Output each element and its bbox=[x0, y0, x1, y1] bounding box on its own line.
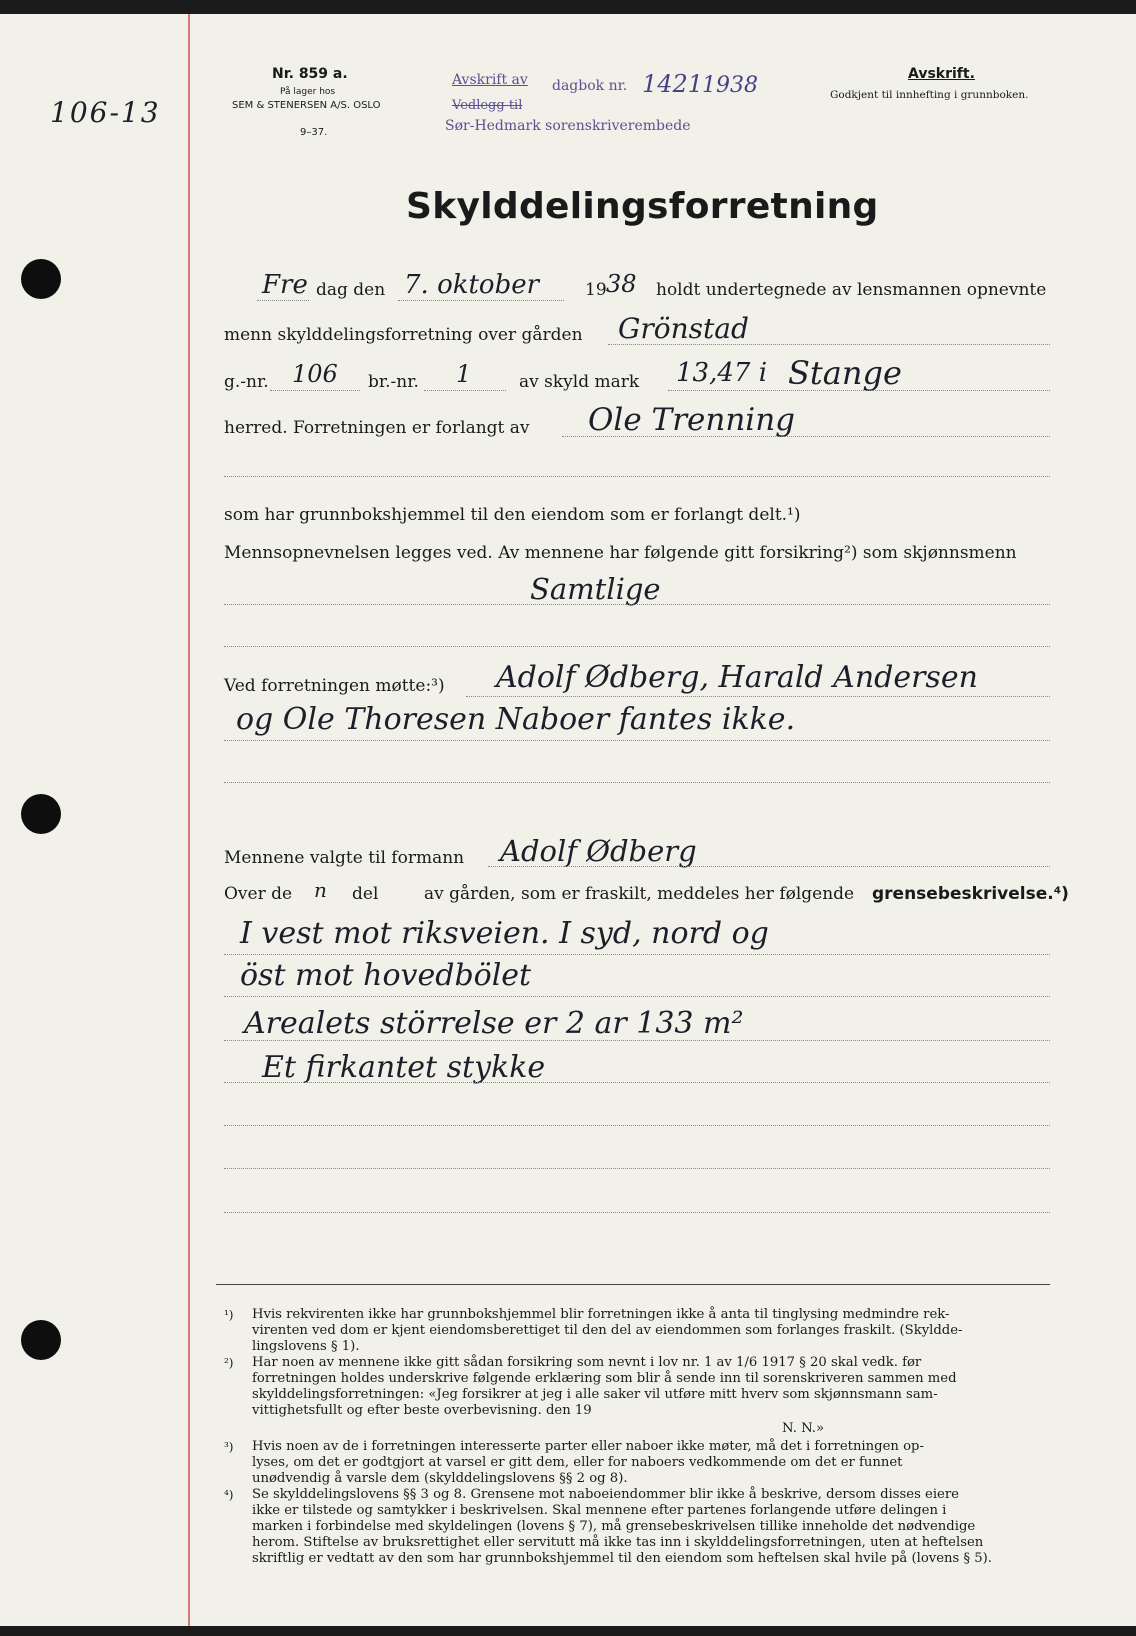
blank-line bbox=[224, 1168, 1050, 1169]
boundary-line-4: Et firkantet stykke bbox=[262, 1050, 546, 1085]
blank-line bbox=[562, 436, 1050, 437]
blank-line bbox=[224, 1212, 1050, 1213]
year-suffix: 38 bbox=[606, 270, 637, 298]
stamp-dagbok: dagbok nr. bbox=[552, 78, 628, 94]
footnote-3-line: unødvendig å varsle dem (skylddelingslovens §§ 2 og 8). bbox=[252, 1471, 628, 1486]
over-text: Over de bbox=[224, 884, 293, 904]
blank-line bbox=[224, 996, 1050, 997]
stamp-vedlegg: Vedlegg til bbox=[452, 98, 523, 113]
bnr-label: br.-nr. bbox=[368, 372, 419, 392]
footnote-2-line: forretningen holdes underskrive følgende erklæring som blir å sende inn til sorenskriveren sammen med bbox=[252, 1371, 957, 1386]
skyld-label: av skyld mark bbox=[519, 372, 640, 392]
hjemmel-text: som har grunnbokshjemmel til den eiendom som er forlangt delt.¹) bbox=[224, 505, 801, 525]
blank-line bbox=[224, 1040, 1050, 1041]
boundary-line-2: öst mot hovedbölet bbox=[240, 958, 532, 993]
blank-line bbox=[224, 646, 1050, 647]
men-text: menn skylddelingsforretning over gården bbox=[224, 325, 583, 345]
over-del: del bbox=[352, 884, 379, 904]
blank-line bbox=[608, 344, 1050, 345]
corner-subtitle: Godkjent til innhefting i grunnboken. bbox=[830, 89, 1029, 101]
gnr-label: g.-nr. bbox=[224, 372, 269, 392]
margin-note: 106-13 bbox=[50, 96, 161, 129]
chair-label: Mennene valgte til formann bbox=[224, 848, 465, 868]
footnote-4-line: skriftlig er vedtatt av den som har grunnbokshjemmel til den eiendom som heftelsen skal hvile på (lovens § 5). bbox=[252, 1551, 992, 1566]
skyld-value: 13,47 i bbox=[676, 358, 768, 388]
footnote-4-line: Se skylddelingslovens §§ 3 og 8. Grensene mot naboeiendommer blir ikke å beskrive, dersom disses eiere bbox=[252, 1487, 959, 1502]
day-name: Fre bbox=[262, 270, 308, 300]
footnote-3-number: ³) bbox=[224, 1440, 234, 1454]
footnote-4-line: herom. Stiftelse av bruksrettighet eller servitutt må ikke tas inn i skylddelingsforretningen, uten at heftelsen bbox=[252, 1535, 984, 1550]
blank-line bbox=[488, 866, 1050, 867]
red-margin-line bbox=[188, 14, 190, 1626]
blank-line bbox=[466, 696, 1050, 697]
stamp-year: 1938 bbox=[702, 73, 758, 98]
stamp-office: Sør-Hedmark sorenskriverembede bbox=[445, 118, 691, 134]
footnote-2-signature: N. N.» bbox=[782, 1421, 825, 1436]
footnote-3-line: lyses, om det er godtgjort at varsel er gitt dem, eller for naboers vedkommende om det er funnet bbox=[252, 1455, 903, 1470]
present-line1: Adolf Ødberg, Harald Andersen bbox=[496, 660, 978, 695]
footnote-1-line: virenten ved dom er kjent eiendomsberettiget til den del av eiendommen som forlanges fraskilt. (Skyldde- bbox=[252, 1323, 963, 1338]
footnote-2-line: Har noen av mennene ikke gitt sådan forsikring som nevnt i lov nr. 1 av 1/6 1917 § 20 skal vedk. før bbox=[252, 1355, 922, 1370]
footnote-2-number: ²) bbox=[224, 1356, 234, 1370]
blank-line bbox=[224, 1125, 1050, 1126]
blank-line bbox=[224, 604, 1050, 605]
over-handwritten: n bbox=[314, 878, 327, 902]
corner-title: Avskrift. bbox=[908, 66, 975, 82]
herred-text: herred. Forretningen er forlangt av bbox=[224, 418, 530, 438]
scan-border-top bbox=[0, 0, 1136, 14]
footnote-1-line: lingslovens § 1). bbox=[252, 1339, 360, 1354]
chair-name: Adolf Ødberg bbox=[500, 834, 697, 868]
year-prefix: 19 bbox=[585, 280, 607, 300]
blank-line bbox=[224, 740, 1050, 741]
footnote-4-line: marken i forbindelse med skyldelingen (lovens § 7), må grensebeskrivelsen tillike inneholde det nødvendige bbox=[252, 1519, 976, 1534]
footnote-separator bbox=[216, 1284, 1050, 1285]
blank-line bbox=[224, 1082, 1050, 1083]
gnr-value: 106 bbox=[292, 360, 338, 388]
farm-name: Grönstad bbox=[618, 312, 749, 345]
bnr-value: 1 bbox=[456, 360, 472, 388]
blank-line bbox=[224, 782, 1050, 783]
blank-line bbox=[424, 390, 506, 391]
punch-hole bbox=[21, 1320, 61, 1360]
present-line2: og Ole Thoresen Naboer fantes ikke. bbox=[236, 702, 796, 737]
blank-line bbox=[224, 954, 1050, 955]
requester-name: Ole Trenning bbox=[588, 402, 796, 438]
insured-men: Samtlige bbox=[530, 572, 661, 606]
boundary-line-1: I vest mot riksveien. I syd, nord og bbox=[240, 916, 769, 951]
footnote-1-number: ¹) bbox=[224, 1308, 234, 1322]
footnote-4-line: ikke er tilstede og samtykker i beskrivelsen. Skal mennene efter partenes forlangende utføre delingen i bbox=[252, 1503, 947, 1518]
punch-hole bbox=[21, 259, 61, 299]
over-text-2: av gården, som er fraskilt, meddeles her følgende bbox=[424, 884, 855, 904]
scan-border-bottom bbox=[0, 1626, 1136, 1636]
label-dag-den: dag den bbox=[316, 280, 386, 300]
footnote-1-line: Hvis rekvirenten ikke har grunnbokshjemmel blir forretningen ikke å anta til tinglysing medmindre rek- bbox=[252, 1307, 950, 1322]
blank-line bbox=[257, 300, 309, 301]
held-text: holdt undertegnede av lensmannen opnevnte bbox=[656, 280, 1047, 300]
blank-line bbox=[398, 300, 564, 301]
over-bold: grensebeskrivelse.⁴) bbox=[872, 884, 1069, 904]
page-title: Skylddelingsforretning bbox=[406, 186, 879, 227]
form-edition: 9–37. bbox=[300, 127, 328, 138]
footnote-2-line: skylddelingsforretningen: «Jeg forsikrer at jeg i alle saker vil utføre mitt hverv som skjønnsmann sam- bbox=[252, 1387, 938, 1402]
footnote-4-number: ⁴) bbox=[224, 1488, 234, 1502]
blank-line bbox=[668, 390, 1050, 391]
form-number: Nr. 859 a. bbox=[272, 66, 348, 82]
present-label: Ved forretningen møtte:³) bbox=[224, 676, 445, 696]
publisher-line2: SEM & STENERSEN A/S. OSLO bbox=[232, 100, 381, 111]
stamp-journal-number: 1421 bbox=[642, 70, 704, 98]
mennsop-text: Mennsopnevnelsen legges ved. Av mennene har følgende gitt forsikring²) som skjønnsmenn bbox=[224, 543, 1017, 563]
municipality: Stange bbox=[788, 354, 902, 392]
footnote-2-line: vittighetsfullt og efter beste overbevisning. den 19 bbox=[252, 1403, 592, 1418]
boundary-line-3: Arealets störrelse er 2 ar 133 m² bbox=[244, 1006, 744, 1041]
blank-line bbox=[270, 390, 360, 391]
footnote-3-line: Hvis noen av de i forretningen interesserte parter eller naboer ikke møter, må det i forretningen op- bbox=[252, 1439, 924, 1454]
punch-hole bbox=[21, 794, 61, 834]
date-value: 7. oktober bbox=[404, 270, 540, 300]
blank-line bbox=[224, 476, 1050, 477]
stamp-avskrift: Avskrift av bbox=[452, 72, 528, 88]
publisher-line1: På lager hos bbox=[280, 87, 336, 97]
